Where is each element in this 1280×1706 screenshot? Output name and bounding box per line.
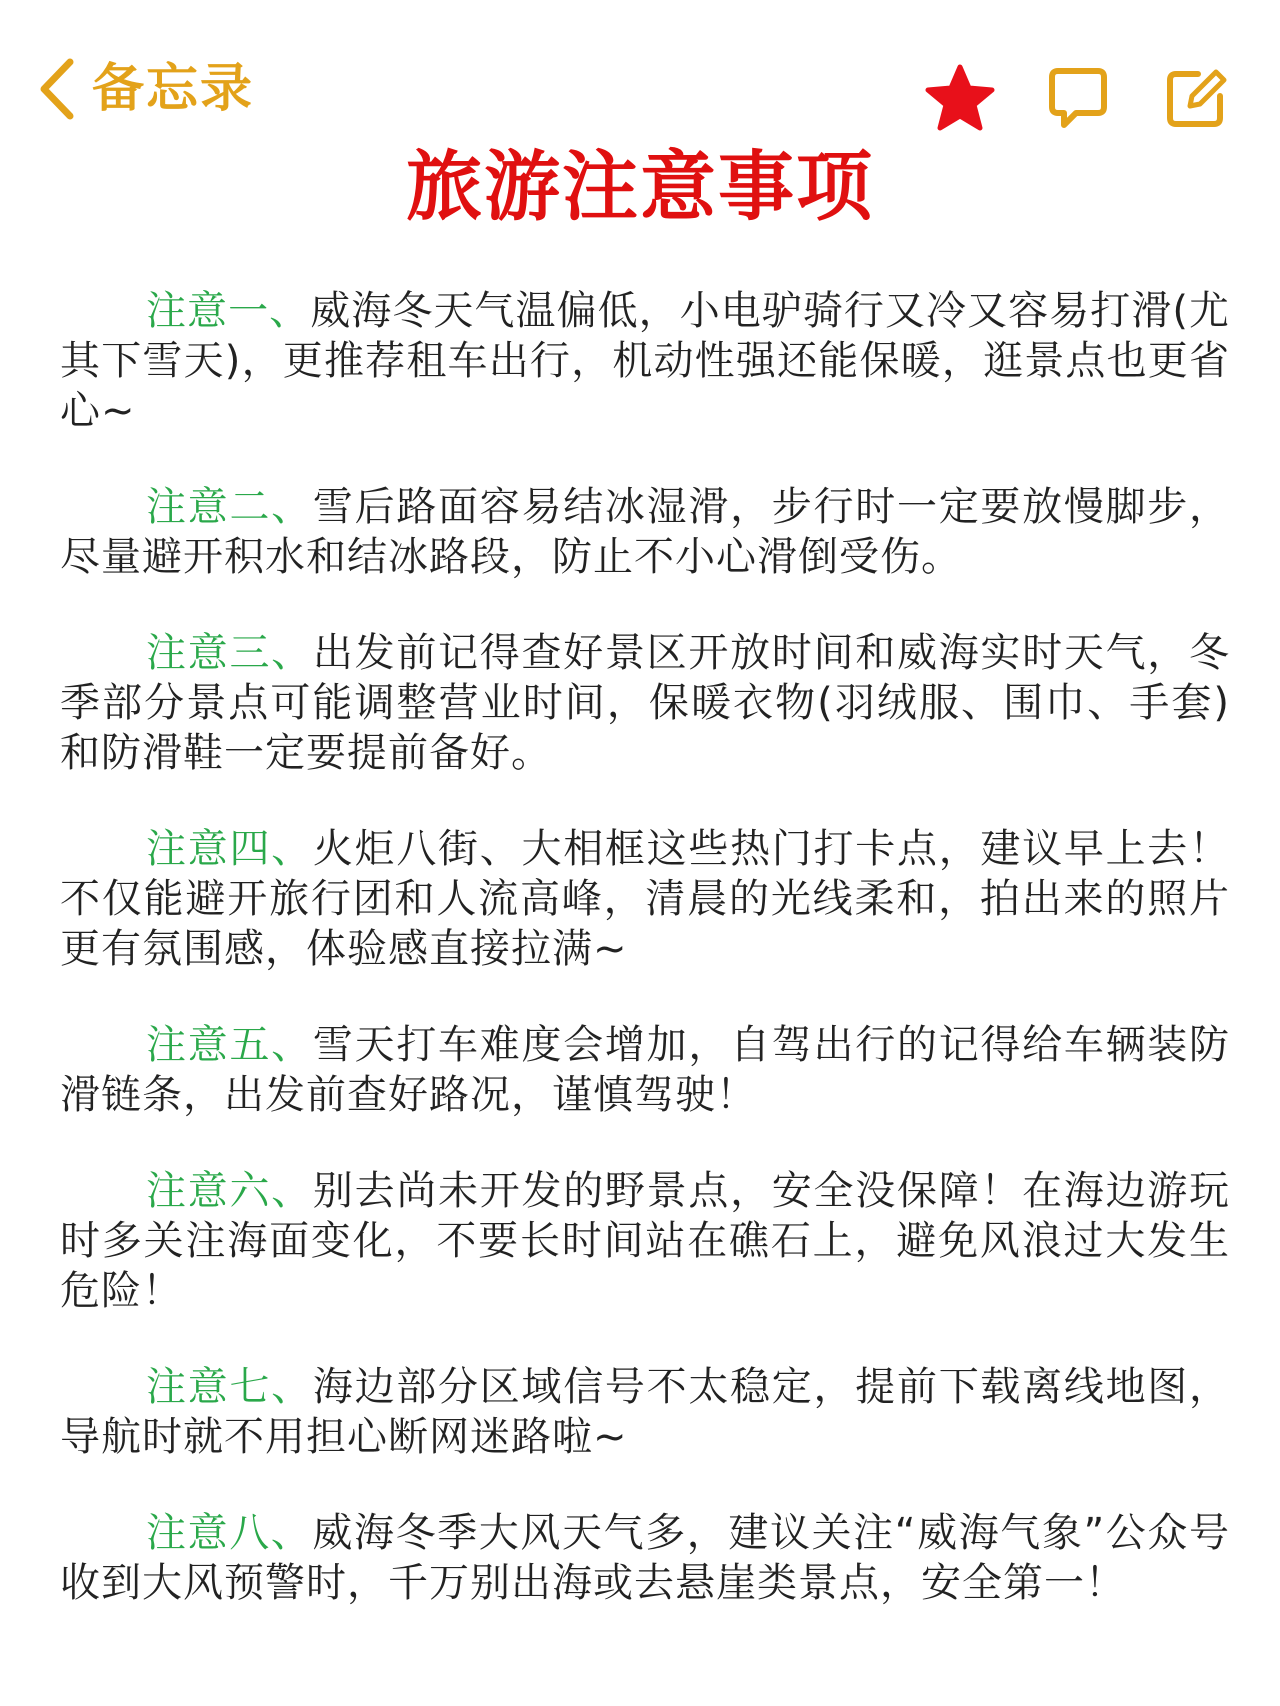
note-item (60, 482, 1230, 582)
note-text: 出发前记得查好景区开放时间和威海实时天气，冬季部分景点可能调整营业时间，保暖衣物(羽绒服、围巾、手套)和防滑鞋一定要提前备好。 (60, 630, 1231, 776)
favorite-button[interactable] (924, 62, 996, 134)
note-item (60, 1020, 1230, 1120)
top-bar (0, 0, 1280, 150)
note-label: 注意三、 (146, 630, 313, 676)
note-item (60, 1508, 1230, 1608)
comment-button[interactable] (1042, 62, 1114, 134)
chevron-left-icon (38, 58, 76, 120)
note-label: 注意八、 (146, 1510, 313, 1556)
note-text: 雪后路面容易结冰湿滑，步行时一定要放慢脚步，尽量避开积水和结冰路段，防止不小心滑倒受伤。 (60, 484, 1231, 580)
edit-icon (1164, 66, 1228, 130)
note-label: 注意四、 (146, 826, 313, 872)
note-body (60, 286, 1230, 1654)
star-icon (925, 64, 995, 132)
back-label: 备忘录 (92, 59, 255, 119)
note-item (60, 1362, 1230, 1462)
note-text: 火炬八街、大相框这些热门打卡点，建议早上去！不仅能避开旅行团和人流高峰，清晨的光线柔和，拍出来的照片更有氛围感，体验感直接拉满~ (60, 826, 1231, 972)
note-item (60, 628, 1230, 778)
page-title: 旅游注意事项 (406, 142, 874, 231)
toolbar-actions (878, 62, 1232, 134)
note-text: 海边部分区域信号不太稳定，提前下载离线地图，导航时就不用担心断网迷路啦~ (60, 1364, 1231, 1460)
note-item (60, 286, 1230, 436)
note-label: 注意一、 (146, 288, 311, 334)
comment-icon (1046, 65, 1110, 131)
note-text: 雪天打车难度会增加，自驾出行的记得给车辆装防滑链条，出发前查好路况，谨慎驾驶！ (60, 1022, 1231, 1118)
note-label: 注意六、 (146, 1168, 313, 1214)
back-button[interactable] (38, 58, 254, 120)
note-label: 注意五、 (146, 1022, 313, 1068)
note-text: 威海冬天气温偏低，小电驴骑行又冷又容易打滑(尤其下雪天)，更推荐租车出行，机动性强还能保暖，逛景点也更省心~ (60, 288, 1231, 434)
note-text: 威海冬季大风天气多，建议关注“威海气象”公众号收到大风预警时，千万别出海或去悬崖类景点，安全第一！ (60, 1510, 1231, 1606)
note-text: 别去尚未开发的野景点，安全没保障！在海边游玩时多关注海面变化，不要长时间站在礁石上，避免风浪过大发生危险！ (60, 1168, 1231, 1314)
note-label: 注意七、 (146, 1364, 313, 1410)
edit-button[interactable] (1160, 62, 1232, 134)
note-label: 注意二、 (146, 484, 313, 530)
note-item (60, 824, 1230, 974)
note-item (60, 1166, 1230, 1316)
